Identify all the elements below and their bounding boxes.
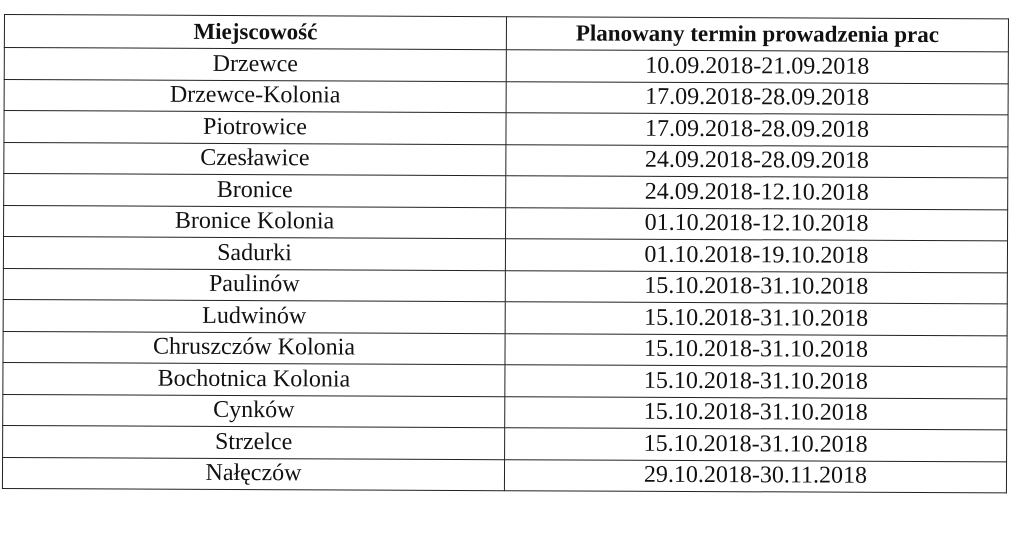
table-row (3, 268, 1007, 304)
header-row (4, 15, 1008, 52)
table-row (3, 362, 1007, 398)
date-range-cell: 24.09.2018-28.09.2018 (506, 144, 1008, 178)
date-range-cell: 17.09.2018-28.09.2018 (506, 81, 1008, 115)
table-row (4, 205, 1008, 241)
date-range-cell: 15.10.2018-31.10.2018 (505, 270, 1007, 304)
location-cell: Sadurki (3, 237, 505, 271)
schedule-table (2, 14, 1009, 493)
date-range-cell: 29.10.2018-30.11.2018 (504, 459, 1006, 493)
date-range-cell: 15.10.2018-31.10.2018 (505, 302, 1007, 336)
location-cell: Paulinów (3, 268, 505, 302)
date-range-cell: 15.10.2018-31.10.2018 (505, 428, 1007, 462)
location-cell: Czesławice (4, 142, 506, 176)
date-range-cell: 10.09.2018-21.09.2018 (506, 50, 1008, 84)
table-row (4, 79, 1008, 115)
table-row (4, 48, 1008, 84)
table-body (2, 48, 1008, 493)
table-row (4, 111, 1008, 147)
date-range-cell: 15.10.2018-31.10.2018 (505, 333, 1007, 367)
location-cell: Bochotnica Kolonia (3, 362, 505, 396)
table-row (4, 174, 1008, 210)
table-row (4, 142, 1008, 178)
table-row (3, 425, 1007, 461)
date-range-cell: 15.10.2018-31.10.2018 (505, 365, 1007, 399)
location-cell: Drzewce (4, 48, 506, 82)
table-header (4, 15, 1008, 52)
table-row (3, 394, 1007, 430)
location-cell: Piotrowice (4, 111, 506, 145)
table-row (2, 457, 1006, 493)
date-range-cell: 01.10.2018-19.10.2018 (505, 239, 1007, 273)
location-cell: Ludwinów (3, 299, 505, 333)
date-range-cell: 17.09.2018-28.09.2018 (506, 113, 1008, 147)
table-row (3, 299, 1007, 335)
location-cell: Drzewce-Kolonia (4, 79, 506, 113)
location-cell: Bronice (4, 174, 506, 208)
location-cell: Cynków (3, 394, 505, 428)
location-cell: Strzelce (3, 425, 505, 459)
date-range-cell: 15.10.2018-31.10.2018 (505, 396, 1007, 430)
date-range-cell: 01.10.2018-12.10.2018 (506, 207, 1008, 241)
table-row (3, 237, 1007, 273)
location-cell: Bronice Kolonia (4, 205, 506, 239)
location-cell: Chruszczów Kolonia (3, 331, 505, 365)
header-location: Miejscowość (4, 15, 506, 50)
header-planned-dates: Planowany termin prowadzenia prac (506, 17, 1008, 52)
date-range-cell: 24.09.2018-12.10.2018 (506, 176, 1008, 210)
table-row (3, 331, 1007, 367)
location-cell: Nałęczów (2, 457, 504, 491)
